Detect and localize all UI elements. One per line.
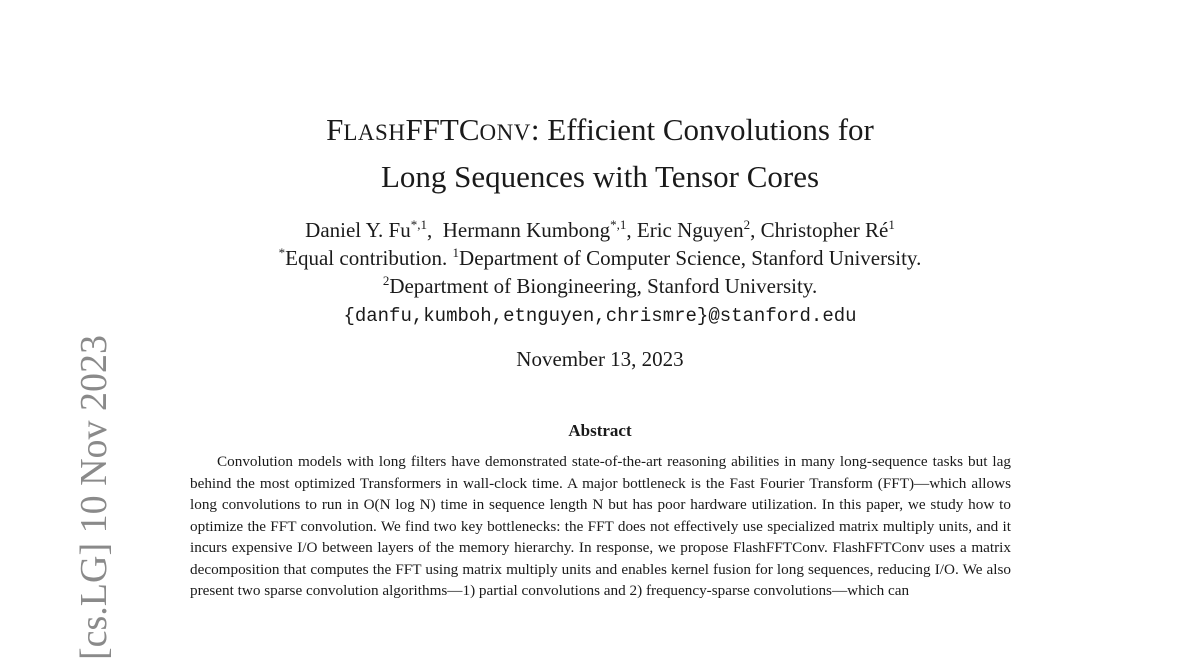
paper-date: November 13, 2023 [516, 347, 684, 371]
abstract-paragraph: Convolution models with long filters have demonstrated state-of-the-art reasoning abilities in many long-sequence tasks but lag behind the most optimized Transformers in wall-clock time. A major bottleneck is the Fast Fourier Transform (FFT)—which allows long convolutions to run in O(N log N) time in sequence length N but has poor hardware utilization. In this paper, we study how to optimize the FFT convolution. We find two key bottlenecks: the FFT does not effectively use specialized matrix multiply units, and it incurs expensive I/O between layers of the memory hierarchy. In response, we propose FlashFFTConv. FlashFFTConv uses a matrix decomposition that computes the FFT using matrix multiply units and enables kernel fusion for long sequences, reducing I/O. We also present two sparse convolution algorithms—1) partial convolutions and 2) frequency-sparse convolutions—which can [190, 453, 1011, 599]
arxiv-stamp-text: [cs.LG] 10 Nov 2023 [73, 334, 115, 660]
author-name: Daniel Y. Fu [305, 218, 411, 242]
paper-title [0, 108, 1200, 199]
abstract-heading: Abstract [568, 421, 632, 440]
author-name: Christopher Ré [760, 218, 889, 242]
author-name: Hermann Kumbong [442, 218, 611, 242]
affiliation-line-2: $^2$Department of Biongineering, Stanford University. [382, 273, 818, 298]
author-emails: {danfu,kumboh,etnguyen,chrismre}@stanford.edu [343, 305, 857, 327]
author-name: Eric Nguyen [636, 218, 744, 242]
title-line-1: FLASHFFTCONV: Efficient Convolutions for [326, 112, 874, 147]
affiliation-line-1: *Equal contribution. $^1$Department of Computer Science, Stanford University. [278, 245, 922, 270]
abstract-body [190, 451, 1011, 602]
title-line-2: Long Sequences with Tensor Cores [380, 159, 820, 194]
author-list: Daniel Y. $Fu^{*,1}$, Hermann Kumbong$^{*,1}$, Eric Nguyen$^2$, Christopher $Ré^1$ [305, 217, 895, 242]
